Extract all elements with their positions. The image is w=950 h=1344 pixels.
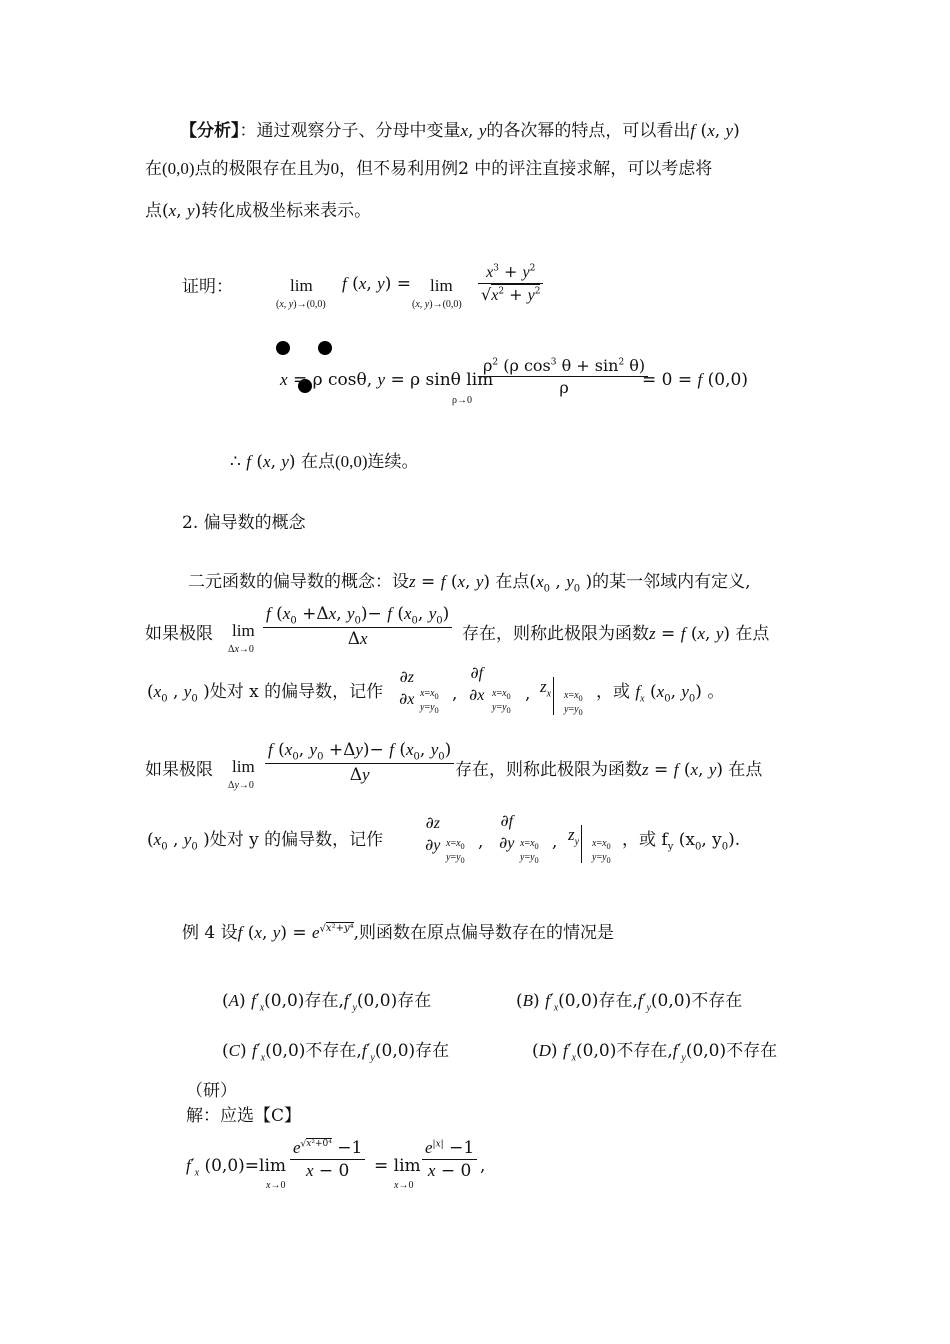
proof-fraction-1: $\frac{x^3 + y^2}{√x^2 + y^2}$: [478, 262, 543, 305]
answer-fraction-2: $\frac{e^{|x|} -1}{x - 0}$: [422, 1138, 477, 1181]
exam-source: （研）: [186, 1081, 237, 1101]
dz-dy-eval: $x=x_0$ $y=y_0$: [446, 838, 465, 865]
dz-dy-notation: ∂z ∂y: [425, 813, 441, 854]
x-limit-label: 如果极限: [145, 624, 213, 644]
x-partial-def: ($x_0$ , $y_0$ )处对 x 的偏导数，记作: [147, 682, 384, 705]
proof-label: 证明：: [182, 277, 233, 297]
option-A: (A) $f'_x(0,0)$存在$,f'_y(0,0)$存在: [222, 991, 432, 1014]
df-dx-eval: $x=x_0$ $y=y_0$: [492, 688, 511, 715]
fy-notation: ，或 $f_y$ ($x_0$, $y_0$).: [622, 830, 741, 853]
polar-result: = 0 = f (0,0): [642, 370, 748, 390]
bullet-dot: [276, 341, 290, 355]
partial-intro: 二元函数的偏导数的概念：设z = f (x, y) 在点($x_0$ , $y_0$ )的某一邻域内有定义,: [188, 572, 751, 595]
y-lim: lim: [232, 757, 255, 776]
dz-dx-notation: ∂z ∂x: [399, 667, 415, 708]
answer-derivation-lhs: $f'_x$ (0,0)=lim: [186, 1156, 287, 1179]
dz-dx-eval: $x=x_0$ $y=y_0$: [420, 688, 439, 715]
analysis-line-3: 点(x, y)转化成极坐标来表示。: [145, 201, 372, 221]
answer-fraction-1: $\frac{e^{√x^2+0^4} -1}{x - 0}$: [290, 1138, 365, 1181]
y-lim-sub: Δy→0: [228, 780, 254, 791]
analysis-line-1: 【分析】：通过观察分子、分母中变量x, y的各次幂的特点，可以看出f (x, y): [180, 121, 740, 141]
x-diff-quotient: $\frac{f (x_0 +\Delta x, y_0)- f (x_0, y_0)}{\Delta x}$: [263, 604, 452, 649]
zy-notation: $z_y$: [568, 825, 582, 863]
polar-lim-sub: ρ→0: [452, 395, 472, 406]
polar-substitution: x = ρ cosθ, y = ρ sinθ lim: [280, 370, 494, 390]
zx-notation: $z_x$: [540, 677, 554, 715]
df-dy-notation: ∂f ∂y: [499, 811, 515, 852]
zy-eval: $x=x_0$ $y=y_0$: [592, 838, 611, 865]
df-dy-eval: $x=x_0$ $y=y_0$: [520, 838, 539, 865]
proof-conclusion: ∴ f (x, y) 在点(0,0)连续。: [230, 452, 419, 472]
analysis-label: 【分析】: [180, 121, 240, 141]
option-C: (C) $f'_x(0,0)$不存在$,f'_y(0,0)$存在: [222, 1041, 450, 1064]
proof-lim-1-sub: (x, y)→(0,0): [276, 299, 326, 310]
y-limit-label: 如果极限: [145, 760, 213, 780]
x-lim: lim: [232, 621, 255, 640]
fx-notation: ，或 $f_x$ ($x_0$, $y_0$) 。: [596, 682, 725, 705]
y-partial-def: ($x_0$ , $y_0$ )处对 y 的偏导数，记作: [147, 830, 384, 853]
answer-line: 解：应选【C】: [186, 1106, 302, 1126]
option-B: (B) $f'_x(0,0)$存在$,f'_y(0,0)$不存在: [516, 991, 743, 1014]
proof-lim-2: lim: [430, 276, 453, 295]
example-4-stem: 例 4 设f (x, $y) = e^{√x^2+y^4}$,则函数在原点偏导数存在的情况是: [182, 923, 615, 943]
y-diff-quotient: $\frac{f (x_0, y_0 +\Delta y)- f (x_0, y_0)}{\Delta y}$: [265, 740, 454, 785]
x-lim-sub: Δx→0: [228, 644, 254, 655]
analysis-line-2: 在(0,0)点的极限存在且为0，但不易利用例2 中的评注直接求解，可以考虑将: [145, 159, 713, 179]
proof-lim-2-sub: (x, y)→(0,0): [412, 299, 462, 310]
y-limit-text: 存在，则称此极限为函数z = f (x, y) 在点: [455, 760, 763, 780]
proof-fxy: f (x, y) =: [342, 274, 411, 294]
proof-lim-1: lim: [290, 276, 313, 295]
polar-fraction: $\frac{\rho^2 (\rho \cos^3 \theta + \sin^2 \theta)}{\rho}$: [480, 356, 648, 397]
section-2-title: 2. 偏导数的概念: [182, 513, 306, 533]
x-limit-text: 存在，则称此极限为函数z = f (x, y) 在点: [462, 624, 770, 644]
zx-eval: $x=x_0$ $y=y_0$: [564, 690, 583, 717]
bullet-dot: [318, 341, 332, 355]
option-D: (D) $f'_x(0,0)$不存在$,f'_y(0,0)$不存在: [532, 1041, 778, 1064]
df-dx-notation: ∂f ∂x: [469, 663, 485, 704]
